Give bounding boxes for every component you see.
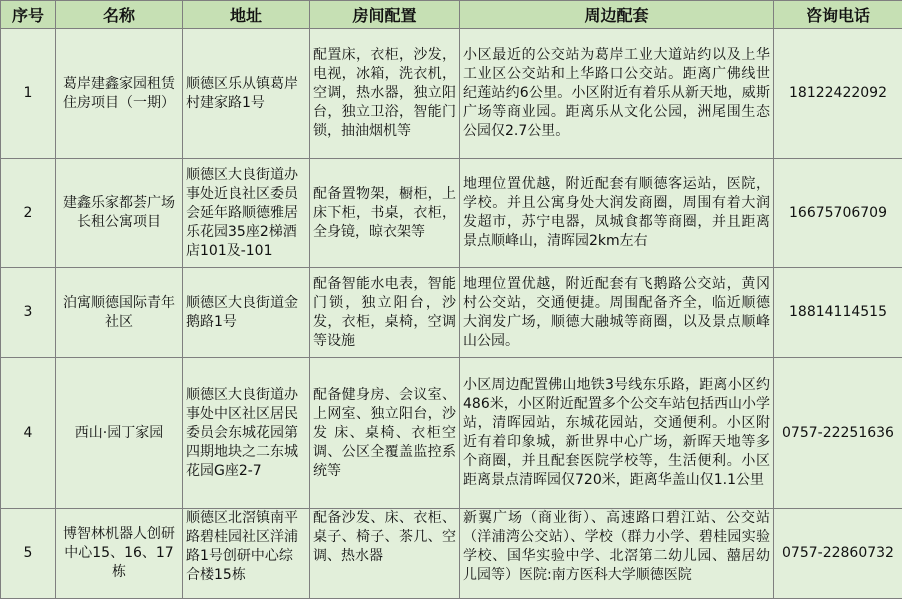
row-no: 5	[1, 509, 56, 599]
header-phone: 咨询电话	[774, 1, 902, 29]
header-no: 序号	[1, 1, 56, 29]
row-name: 泊寓顺德国际青年社区	[56, 268, 183, 358]
row-phone: 0757-22860732	[774, 509, 902, 599]
table-row	[1, 159, 902, 268]
row-nearby: 地理位置优越，附近配套有飞鹅路公交站，黄冈村公交站，交通便捷。周围配备齐全，临近顺德大润发广场，顺德大融城等商圈，以及景点顺峰山公园。	[460, 268, 774, 358]
row-nearby: 新翼广场（商业街）、高速路口碧江站、公交站（洋浦湾公交站）、学校（群力小学、碧桂园实验学校、国华实验中学、北滘第二幼儿园、囍居幼儿园等）医院:南方医科大学顺德医院	[463, 510, 770, 583]
header-address: 地址	[183, 1, 310, 29]
row-no: 2	[1, 159, 56, 268]
row-no: 4	[1, 358, 56, 509]
table-row	[1, 509, 902, 599]
row-phone: 18122422092	[774, 29, 902, 159]
row-rooms: 配备智能水电表，智能门锁，独立阳台，沙发，衣柜，桌椅，空调等设施	[310, 268, 460, 358]
row-phone: 0757-22251636	[774, 358, 902, 509]
row-nearby: 小区最近的公交站为葛岸工业大道站约以及上华工业区公交站和上华路口公交站。距离广佛线世纪莲站约6公里。小区附近有着乐从新天地，威斯广场等商业园。距离乐从文化公园，洲尾围生态公园仅2.7公里。	[460, 29, 774, 159]
header-rooms: 房间配置	[310, 1, 460, 29]
header-row	[1, 1, 902, 29]
row-address: 顺德区北滘镇南平路碧桂园社区洋浦路1号创研中心综合楼15栋	[186, 510, 298, 583]
table-row	[1, 29, 902, 159]
row-nearby: 地理位置优越，附近配套有顺德客运站，医院，学校。并且公寓身处大润发商圈，周围有着大润发超市，苏宁电器，凤城食都等商圈，并且距离景点顺峰山，清晖园2km左右	[460, 159, 774, 268]
header-name: 名称	[56, 1, 183, 29]
row-nearby: 小区周边配置佛山地铁3号线东乐路，距离小区约486米，小区附近配置多个公交车站包括西山小学站，清晖园站，东城花园站，交通便利。小区附近有着印象城，新世界中心广场，新晖天地等多个商圈，并且配套医院学校等，生活便利。小区距离景点清晖园仅720米，距离华盖山仅1.1公里	[460, 358, 774, 509]
row-rooms: 配备置物架，橱柜，上床下柜，书桌，衣柜，全身镜，晾衣架等	[310, 159, 460, 268]
row-name: 建鑫乐家都荟广场长租公寓项目	[56, 159, 183, 268]
row-no: 1	[1, 29, 56, 159]
row-rooms: 配置床，衣柜，沙发，电视，冰箱，洗衣机，空调，热水器，独立阳台，独立卫浴，智能门锁，抽油烟机等	[310, 29, 460, 159]
row-name: 博智林机器人创研中心15、16、17栋	[56, 509, 183, 599]
row-phone: 16675706709	[774, 159, 902, 268]
row-phone: 18814114515	[774, 268, 902, 358]
row-rooms-cell	[310, 509, 460, 599]
row-nearby-cell	[460, 509, 774, 599]
row-name: 西山·园丁家园	[56, 358, 183, 509]
row-no: 3	[1, 268, 56, 358]
row-rooms: 配备沙发、床、衣柜、桌子、椅子、茶几、空调、热水器	[313, 510, 456, 564]
row-address-cell	[183, 509, 310, 599]
row-rooms: 配备健身房、会议室、上网室、独立阳台，沙发 床、桌椅、衣柜空调、公区全覆盖监控系统等	[310, 358, 460, 509]
table-row	[1, 358, 902, 509]
row-address: 顺德区大良街道办事处中区社区居民委员会东城花园第四期地块之二东城花园G座2-7	[183, 358, 310, 509]
row-address: 顺德区大良街道办事处近良社区委员会延年路顺德雅居乐花园35座2梯酒店101及-101	[183, 159, 310, 268]
row-address: 顺德区乐从镇葛岸村建家路1号	[183, 29, 310, 159]
row-name: 葛岸建鑫家园租赁住房项目（一期）	[56, 29, 183, 159]
header-nearby: 周边配套	[460, 1, 774, 29]
table-row	[1, 268, 902, 358]
row-address: 顺德区大良街道金鹅路1号	[183, 268, 310, 358]
